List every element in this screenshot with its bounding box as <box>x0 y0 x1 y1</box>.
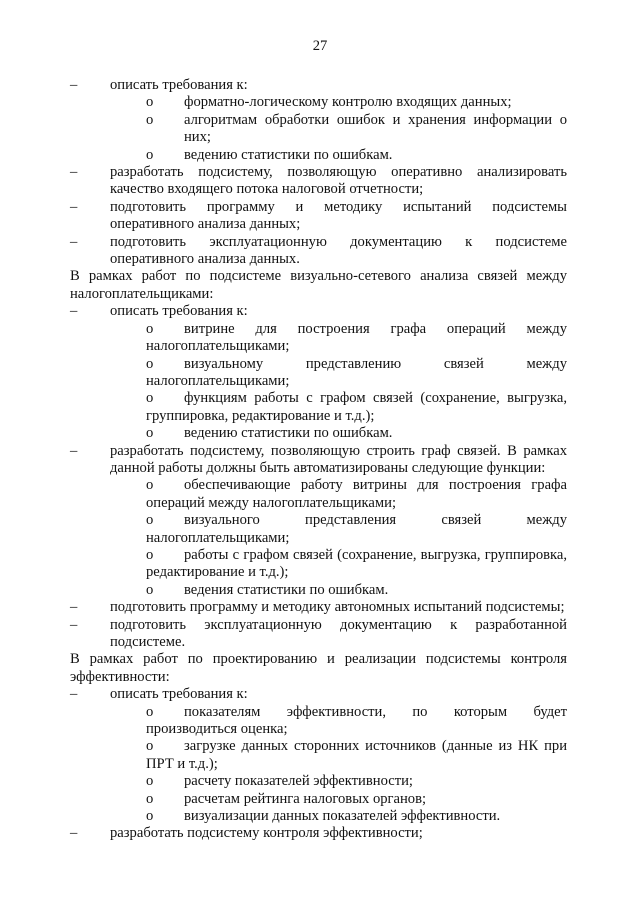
list-item-text: форматно-логическому контролю входящих данных; <box>184 94 512 111</box>
list-item-text: описать требования к: <box>110 77 248 93</box>
bullet-marker: o <box>146 703 154 720</box>
list-item-text: подготовить программу и методику автономных испытаний подсистемы; <box>110 599 565 616</box>
dash-marker: – <box>70 686 78 703</box>
list-item-text: витрине для построения графа операций между налогоплательщиками; <box>146 320 567 355</box>
bullet-marker: o <box>146 390 154 407</box>
sub-list-item <box>70 321 567 356</box>
sub-list-item <box>70 582 567 599</box>
dash-marker: – <box>70 233 78 250</box>
bullet-marker: o <box>146 790 154 807</box>
sub-list-item <box>70 356 567 391</box>
bullet-marker: o <box>146 512 154 529</box>
list-item-text: визуализации данных показателей эффективности. <box>184 808 501 825</box>
dash-list-item <box>70 164 567 199</box>
sub-list-item <box>70 425 567 442</box>
sub-list-item <box>70 808 567 825</box>
bullet-marker: o <box>146 355 154 372</box>
page-number: 27 <box>312 38 328 54</box>
bullet-marker: o <box>146 320 154 337</box>
dash-list-item <box>70 303 567 320</box>
list-item-text: описать требования к: <box>110 686 248 703</box>
dash-marker: – <box>70 442 78 459</box>
dash-list-item <box>70 825 567 842</box>
dash-marker: – <box>70 164 78 181</box>
paragraph: В рамках работ по подсистеме визуально-сетевого анализа связей между налогоплательщиками: <box>70 268 567 302</box>
bullet-marker: o <box>146 546 154 563</box>
dash-list-item <box>70 77 567 94</box>
bullet-marker: o <box>146 773 154 790</box>
list-item-text: подготовить программу и методику испытаний подсистемы оперативного анализа данных; <box>110 198 567 233</box>
sub-list-item <box>70 512 567 547</box>
sub-list-item <box>70 547 567 582</box>
dash-marker: – <box>70 198 78 215</box>
dash-marker: – <box>70 599 78 616</box>
list-item-text: обеспечивающие работу витрины для построения графа операций между налогоплательщиками; <box>146 477 567 511</box>
bullet-marker: o <box>146 808 154 825</box>
list-item-text: описать требования к: <box>110 303 248 320</box>
bullet-marker: o <box>146 94 154 111</box>
sub-list-item <box>70 94 567 111</box>
list-item-text: ведению статистики по ошибкам. <box>184 425 393 442</box>
list-item-text: загрузке данных сторонних источников (данные из НК при ПРТ и т.д.); <box>146 738 567 772</box>
list-item-text: функциям работы с графом связей (сохранение, выгрузка, группировка, редактирование и т.д.); <box>146 390 567 424</box>
bullet-marker: o <box>146 581 154 598</box>
list-item-text: подготовить эксплуатационную документацию к разработанной подсистеме. <box>110 616 567 650</box>
sub-list-item <box>70 773 567 790</box>
sub-list-item <box>70 477 567 512</box>
bullet-marker: o <box>146 477 154 494</box>
list-item-text: работы с графом связей (сохранение, выгрузка, группировка, редактирование и т.д.); <box>146 546 567 581</box>
list-item-text: показателям эффективности, по которым будет производиться оценка; <box>146 703 567 738</box>
list-item-text: визуальному представлению связей между налогоплательщиками; <box>146 355 567 389</box>
sub-list-item <box>70 738 567 773</box>
dash-list-item <box>70 234 567 269</box>
bullet-marker: o <box>146 738 154 755</box>
sub-list-item <box>70 112 567 147</box>
dash-list-item <box>70 599 567 616</box>
dash-list-item <box>70 199 567 234</box>
list-item-text: ведению статистики по ошибкам. <box>184 146 393 163</box>
list-item-text: алгоритмам обработки ошибок и хранения информации о них; <box>184 111 567 146</box>
dash-marker: – <box>70 303 78 320</box>
dash-marker: – <box>70 825 78 842</box>
dash-marker: – <box>70 616 78 633</box>
bullet-marker: o <box>146 425 154 442</box>
dash-marker: – <box>70 77 78 93</box>
document-body <box>70 77 567 843</box>
dash-list-item <box>70 686 567 703</box>
bullet-marker: o <box>146 146 154 163</box>
list-item-text: ведения статистики по ошибкам. <box>184 581 389 598</box>
bullet-marker: o <box>146 111 154 128</box>
list-item-text: подготовить эксплуатационную документацию к подсистеме оперативного анализа данных. <box>110 233 567 268</box>
dash-list-item <box>70 617 567 652</box>
sub-list-item <box>70 147 567 164</box>
paragraph: В рамках работ по проектированию и реализации подсистемы контроля эффективности: <box>70 651 567 685</box>
list-item-text: расчетам рейтинга налоговых органов; <box>184 790 427 807</box>
list-item-text: разработать подсистему контроля эффективности; <box>110 825 423 842</box>
list-item-text: разработать подсистему, позволяющую оперативно анализировать качество входящего потока налоговой отчетности; <box>110 164 567 198</box>
list-item-text: разработать подсистему, позволяющую строить граф связей. В рамках данной работы должны быть автоматизированы следующие функции: <box>110 442 567 476</box>
dash-list-item <box>70 443 567 478</box>
sub-list-item <box>70 791 567 808</box>
list-item-text: визуального представления связей между налогоплательщиками; <box>146 512 567 546</box>
sub-list-item <box>70 704 567 739</box>
sub-list-item <box>70 390 567 425</box>
list-item-text: расчету показателей эффективности; <box>184 773 413 790</box>
